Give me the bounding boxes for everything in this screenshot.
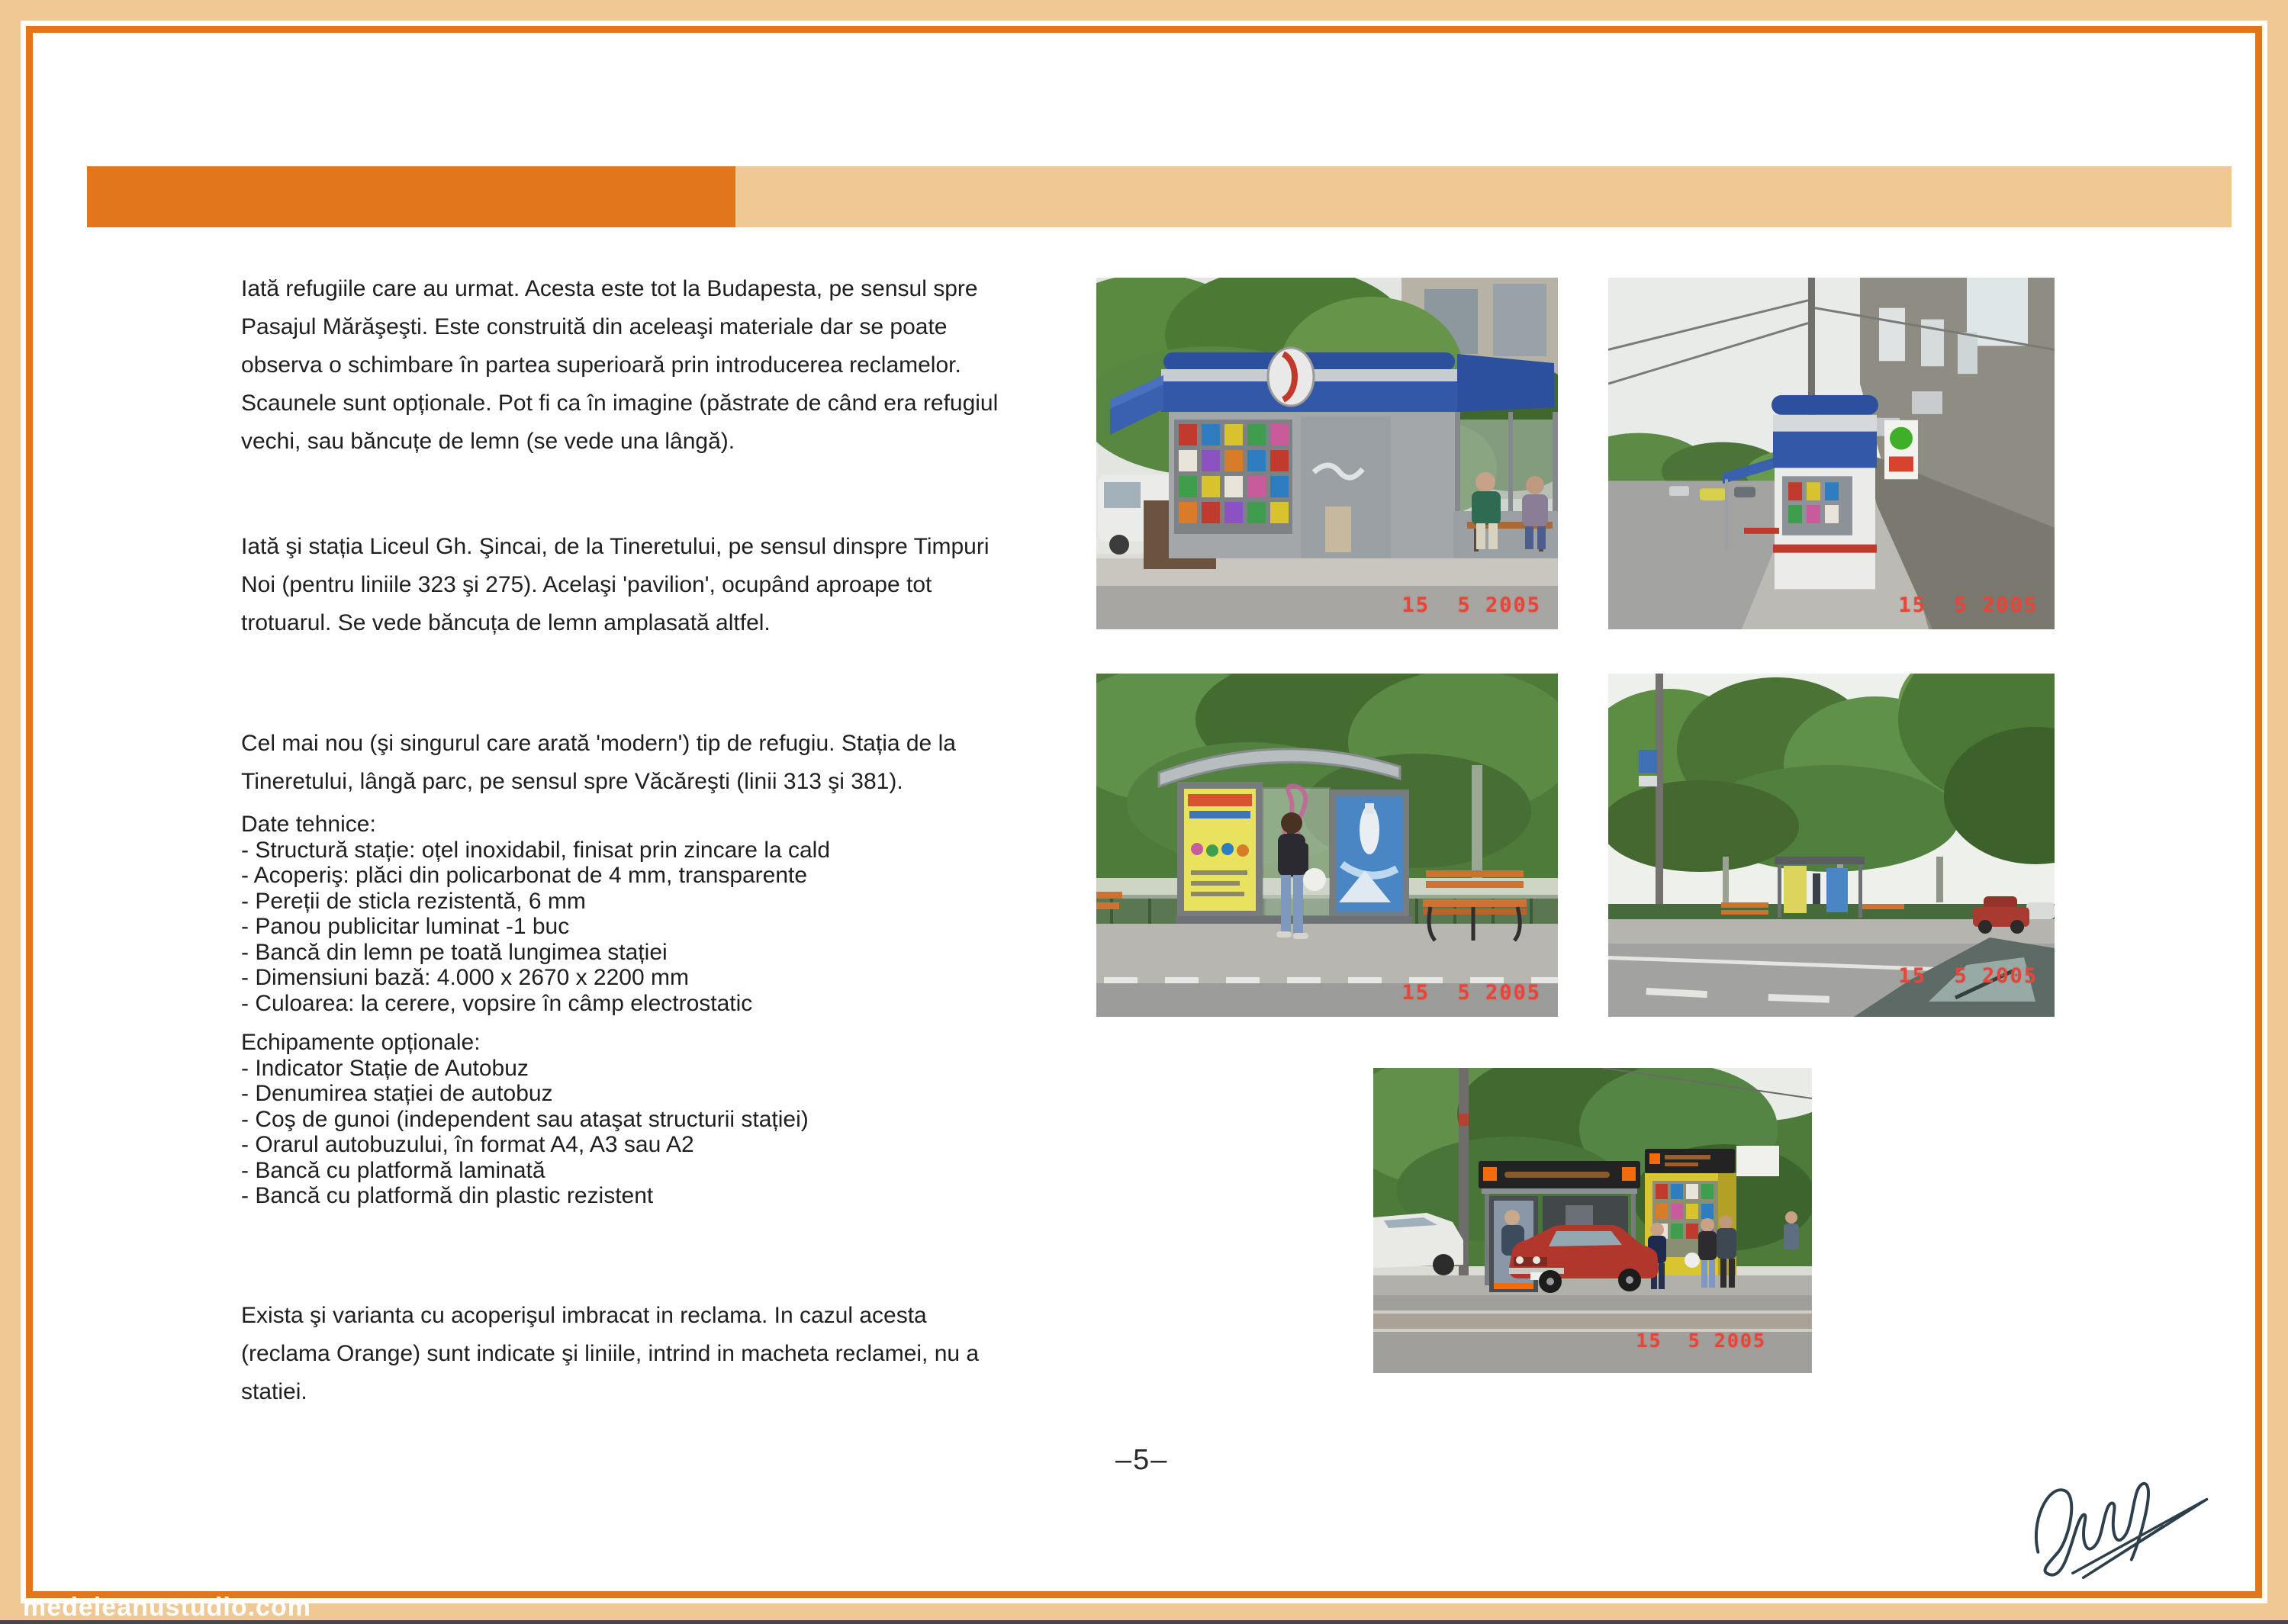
photo-timestamp: 15 5 2005	[1401, 981, 1541, 1005]
technical-data-heading: Date tehnice:	[241, 812, 376, 837]
photo-orange-branded-shelter	[1373, 1068, 1812, 1373]
tram-tracks	[1373, 1310, 1812, 1332]
photo-sidewalk-kiosk-perspective	[1608, 278, 2055, 629]
technical-data-item: - Panou publicitar luminat -1 buc	[241, 914, 570, 939]
kiosk	[1169, 412, 1455, 558]
photo-2-scene	[1608, 278, 2055, 629]
optional-equipment-item: - Bancă cu platformă din plastic rezistent	[241, 1183, 654, 1208]
technical-data-item: - Dimensiuni bază: 4.000 x 2670 x 2200 mm	[241, 965, 689, 990]
paragraph-budapesta-refuge: Iată refugiile care au urmat. Acesta este tot la Budapesta, pe sensul spre Pasajul Mărăşeşti. Este construită din aceleaşi materiale dar se poate observa o schimbare în partea superioară prin introducerea reclamelor. Scaunele sunt opționale. Pot fi ca în imagine (păstrate de când era refugiul vechi, sau băncuțe de lemn (se vede una lângă).	[241, 276, 999, 454]
green-shop-sign	[1884, 420, 1918, 479]
page-number: –5–	[1115, 1444, 1169, 1476]
photo-1-scene	[1096, 278, 1558, 629]
optional-equipment-block	[241, 1030, 1008, 1209]
header-bar-band	[735, 166, 2232, 227]
paragraph-modern-refuge: Cel mai nou (şi singurul care arată 'modern') tip de refugiu. Stația de la Tineretului, lângă parc, pe sensul spre Văcăreşti (linii 313 şi 381).	[241, 731, 956, 794]
header-bar-accent	[87, 166, 735, 227]
studio-watermark: medeleanustudio.com	[23, 1593, 311, 1622]
photo-timestamp: 15 5 2005	[1401, 593, 1541, 617]
technical-data-block	[241, 812, 1008, 1016]
photo-kiosk-shelter-closeup	[1096, 278, 1558, 629]
technical-data-item: - Culoarea: la cerere, vopsire în câmp electrostatic	[241, 990, 753, 1016]
paragraph-liceul-sincai: Iată şi stația Liceul Gh. Şincai, de la Tineretului, pe sensul dinspre Timpuri Noi (pentru liniile 323 şi 275). Acelaşi 'pavilion', ocupând aproape tot trotuarul. Se vede băncuța de lemn amplasată altfel.	[241, 534, 990, 635]
technical-data-item: - Pereții de sticla rezistentă, 6 mm	[241, 888, 586, 914]
paragraph-orange-variant: Exista şi varianta cu acoperişul imbracat in reclama. In cazul acesta (reclama Orange) sunt indicate şi liniile, intrind in macheta reclamei, nu a statiei.	[241, 1303, 980, 1404]
handwritten-signature	[2026, 1474, 2218, 1594]
optional-equipment-item: - Bancă cu platformă laminată	[241, 1157, 545, 1183]
photo-timestamp: 15 5 2005	[1898, 964, 2038, 988]
photo-modern-shelter-closeup	[1096, 674, 1558, 1017]
technical-data-item: - Bancă din lemn pe toată lungimea stației	[241, 939, 668, 965]
photo-street-wide-view	[1608, 674, 2055, 1017]
optional-equipment-item: - Indicator Stație de Autobuz	[241, 1055, 529, 1081]
photo-timestamp: 15 5 2005	[1898, 593, 2038, 617]
technical-data-item: - Acoperiş: plăci din policarbonat de 4 mm, transparente	[241, 863, 808, 888]
photo-timestamp: 15 5 2005	[1636, 1330, 1766, 1352]
optional-equipment-item: - Orarul autobuzului, în format A4, A3 sau A2	[241, 1132, 694, 1157]
photo-3-scene	[1096, 674, 1558, 1017]
technical-data-item: - Structură stație: oțel inoxidabil, finisat prin zincare la cald	[241, 837, 831, 863]
photo-5-scene	[1373, 1068, 1812, 1373]
optional-equipment-item: - Denumirea stației de autobuz	[241, 1081, 553, 1106]
bottom-edge-strip	[0, 1620, 2288, 1624]
optional-equipment-item: - Coş de gunoi (independent sau ataşat structurii stației)	[241, 1106, 809, 1132]
white-car	[1373, 1213, 1463, 1275]
optional-equipment-heading: Echipamente opționale:	[241, 1030, 481, 1055]
